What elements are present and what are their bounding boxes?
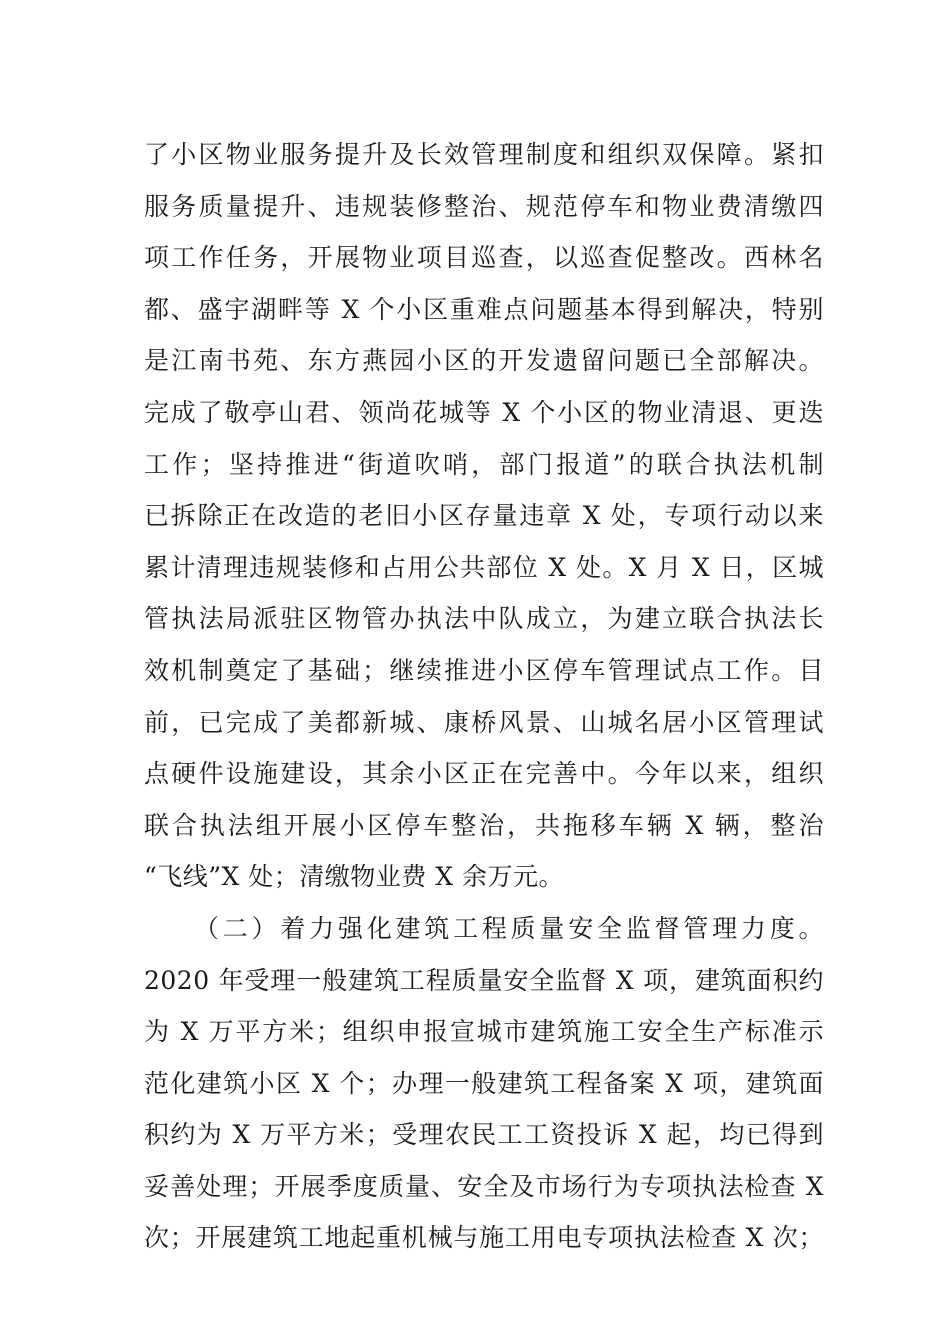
text-line: 2020 年受理一般建筑工程质量安全监督 X 项，建筑面积约 [144,965,824,995]
text-line: 是江南书苑、东方燕园小区的开发遗留问题已全部解决。 [144,346,824,376]
paragraph-1 [144,129,824,903]
text-line: 范化建筑小区 X 个；办理一般建筑工程备案 X 项，建筑面 [144,1068,824,1098]
paragraph-2 [144,903,824,1264]
text-line: 效机制奠定了基础；继续推进小区停车管理试点工作。目 [144,655,824,685]
text-line: 管执法局派驻区物管办执法中队成立，为建立联合执法长 [144,604,824,634]
text-line: 已拆除正在改造的老旧小区存量违章 X 处，专项行动以来 [144,501,824,531]
text-line: 了小区物业服务提升及长效管理制度和组织双保障。紧扣 [144,140,824,169]
text-line: 完成了敬亭山君、领尚花城等 X 个小区的物业清退、更迭 [144,397,824,427]
document-body [144,129,824,1264]
text-line: 服务质量提升、违规装修整治、规范停车和物业费清缴四 [144,191,824,221]
text-line: 累计清理违规装修和占用公共部位 X 处。X 月 X 日，区城 [144,552,824,582]
text-line: 都、盛宇湖畔等 X 个小区重难点问题基本得到解决，特别 [144,294,824,324]
section-heading-line: （二）着力强化建筑工程质量安全监督管理力度。 [194,913,824,943]
text-line: 联合执法组开展小区停车整治，共拖移车辆 X 辆，整治 [144,810,824,840]
text-line: 点硬件设施建设，其余小区正在完善中。今年以来，组织 [144,759,824,789]
text-line: 积约为 X 万平方米；受理农民工工资投诉 X 起，均已得到 [144,1120,824,1150]
text-line: 次；开展建筑工地起重机械与施工用电专项执法检查 X 次； [144,1223,824,1253]
text-line: 项工作任务，开展物业项目巡查，以巡查促整改。西林名 [144,243,824,273]
text-line: 工作；坚持推进“街道吹哨，部门报道”的联合执法机制 [144,449,824,479]
text-line: 前，已完成了美都新城、康桥风景、山城名居小区管理试 [144,707,824,737]
text-line: 妥善处理；开展季度质量、安全及市场行为专项执法检查 X [144,1171,824,1201]
text-line: “飞线”X 处；清缴物业费 X 余万元。 [144,862,564,892]
text-line: 为 X 万平方米；组织申报宣城市建筑施工安全生产标准示 [144,1017,824,1047]
